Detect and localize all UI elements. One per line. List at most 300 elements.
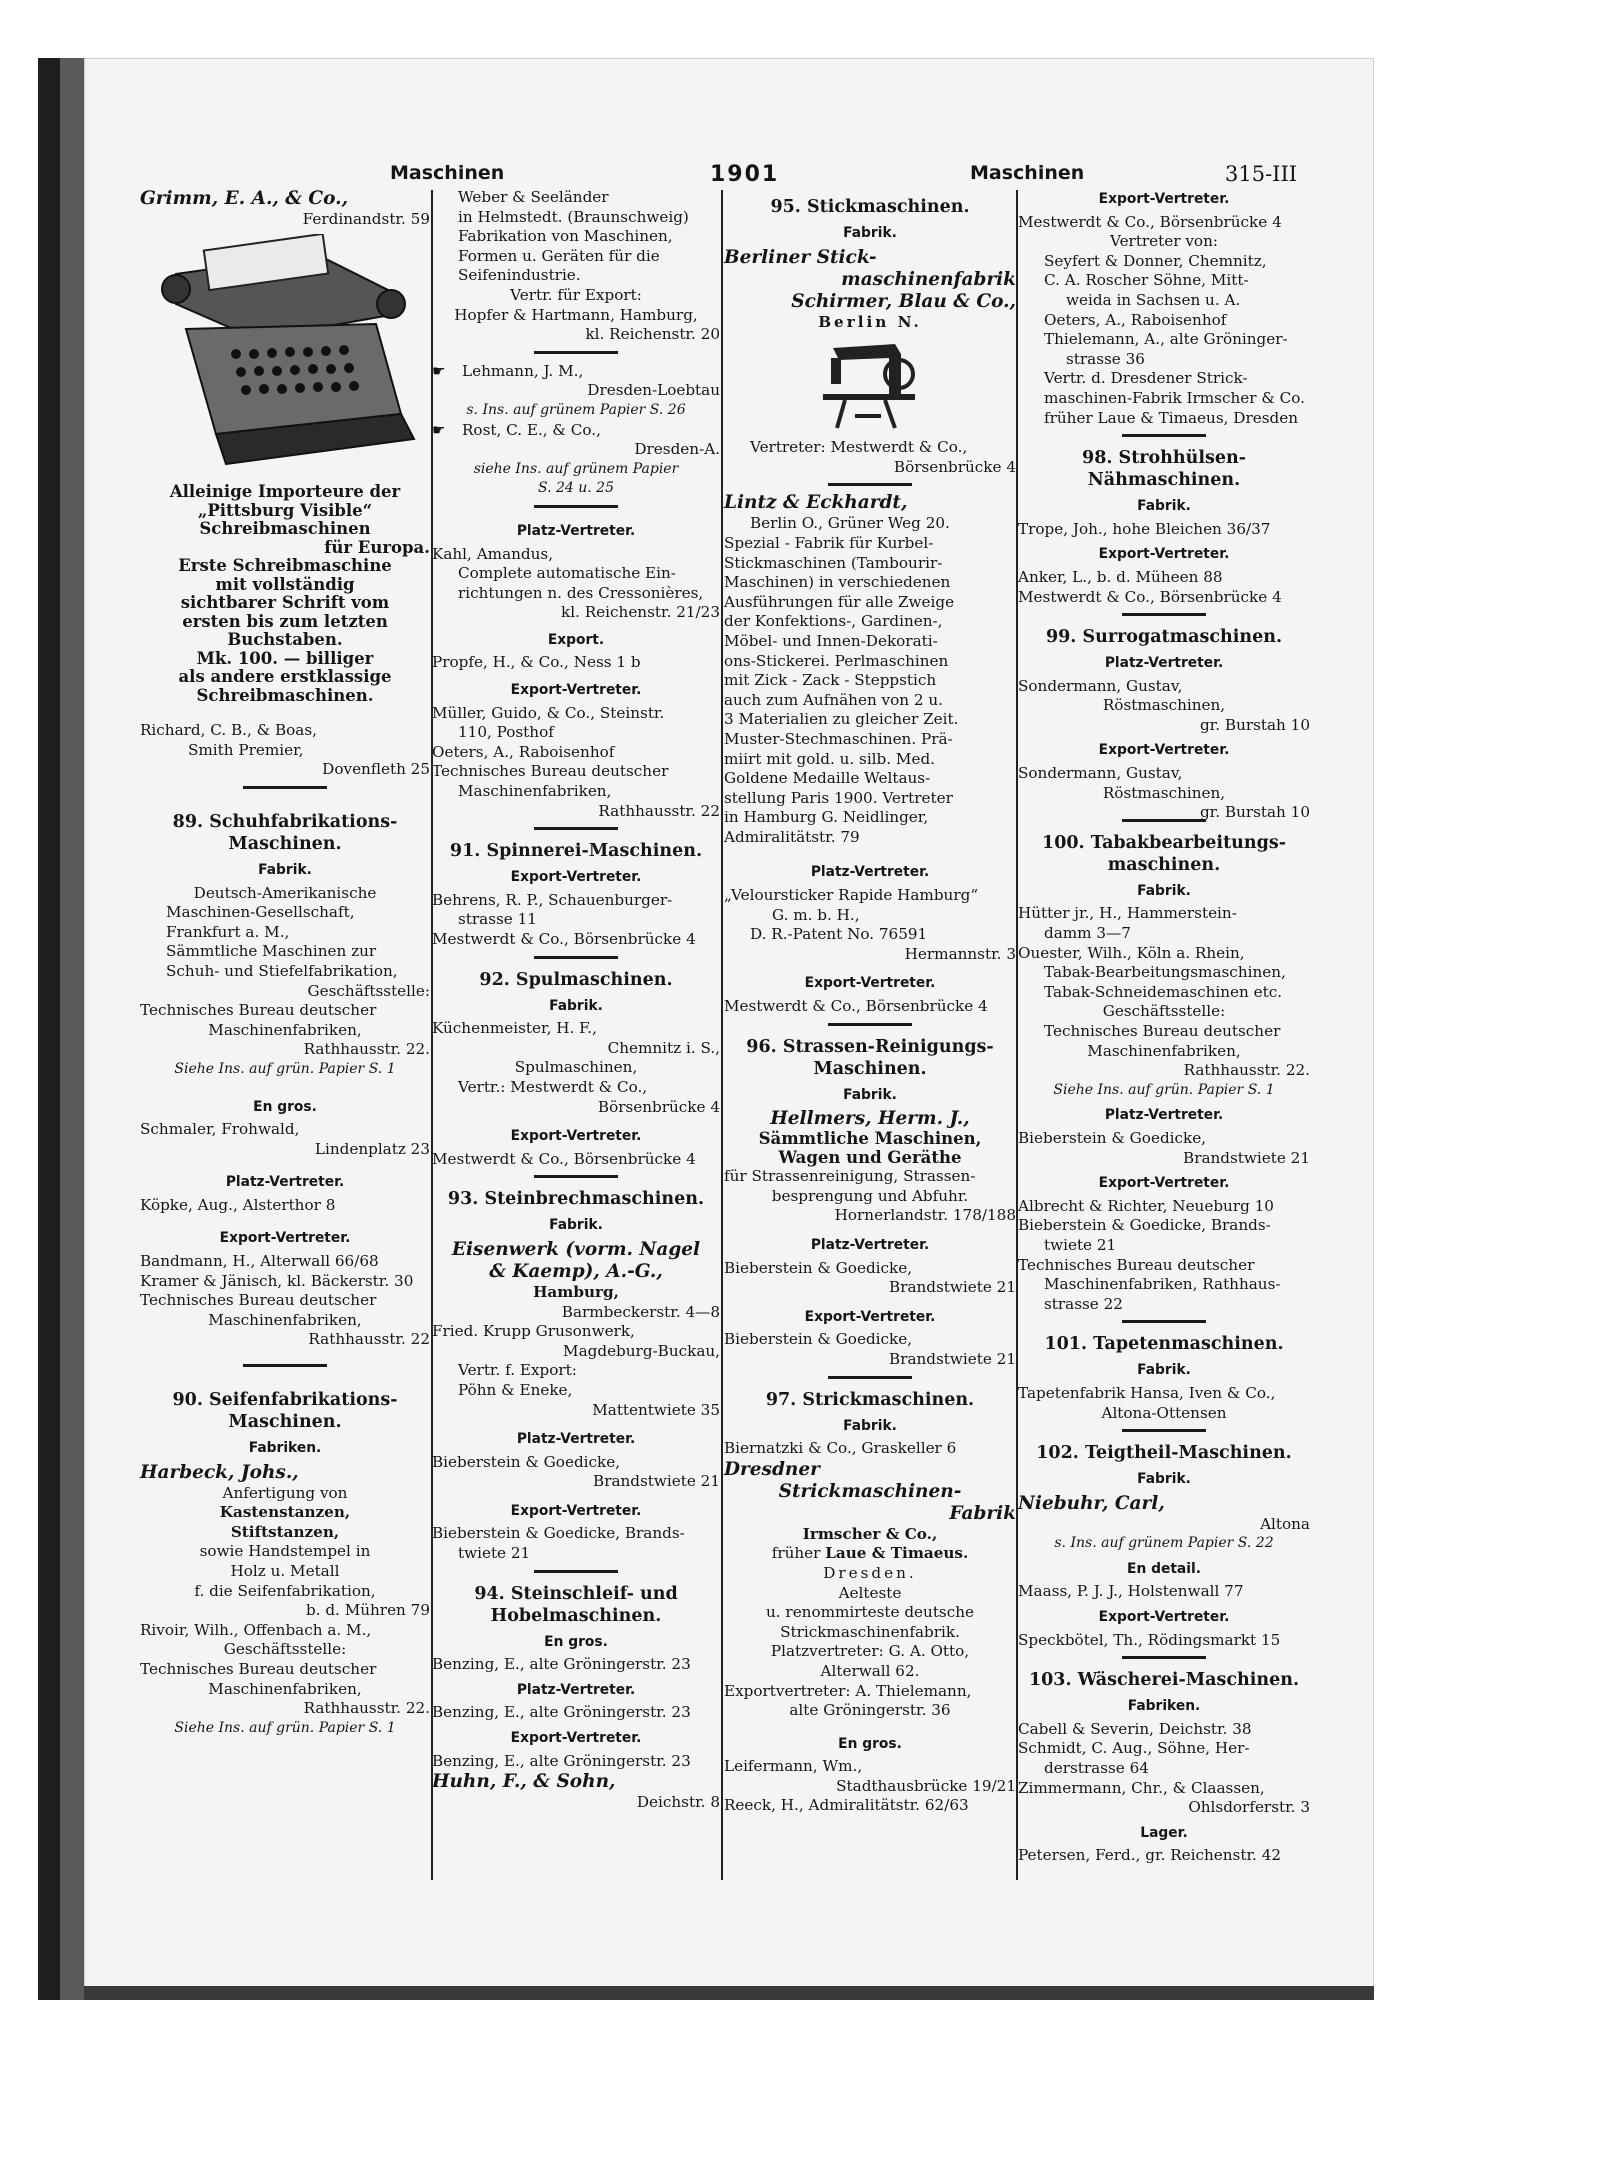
entry-line: Anfertigung von — [222, 1483, 348, 1502]
firm-huhn: Huhn, F., & Sohn, — [432, 1771, 616, 1793]
entry-line: Bieberstein & Goedicke, — [724, 1330, 913, 1349]
entry-line: Maschinenfabriken, — [458, 782, 612, 801]
address: Ferdinandstr. 59 — [302, 210, 430, 228]
entry-line: Alterwall 62. — [820, 1661, 920, 1680]
subheading-platz-vertreter: Platz-Vertreter. — [225, 1174, 345, 1191]
entry-line: derstrasse 64 — [1044, 1759, 1149, 1778]
entry-line: Schmaler, Frohwald, — [140, 1120, 300, 1139]
entry-line: Küchenmeister, H. F., — [432, 1019, 597, 1038]
section-97-heading: 97. Strickmaschinen. — [765, 1389, 975, 1410]
entry-line: Brandstwiete 21 — [593, 1472, 720, 1491]
entry-line: Mestwerdt & Co., Börsenbrücke 4 — [432, 930, 696, 948]
firm-hellmers: Hellmers, Herm. J., — [770, 1108, 970, 1130]
scan-binding-edge — [38, 58, 60, 2000]
page-number: 315-III — [1225, 162, 1298, 186]
entry-line: Geschäftsstelle: — [1102, 1002, 1226, 1021]
subheading-export-vertreter: Export-Vertreter. — [510, 1502, 642, 1519]
entry-line: G. m. b. H., — [772, 905, 860, 924]
subheading-en-detail: En detail. — [1127, 1560, 1201, 1577]
subheading-export-vertreter: Export-Vertreter. — [510, 1730, 642, 1747]
entry-line: Mattentwiete 35 — [592, 1400, 720, 1419]
firm-niebuhr: Niebuhr, Carl, — [1018, 1492, 1165, 1514]
section-98-heading: 98. Strohhülsen-Nähmaschinen. — [1082, 448, 1246, 491]
entry-line: Formen u. Geräten für die — [458, 246, 660, 265]
firm-lintz: Lintz & Eckhardt, — [724, 492, 908, 514]
subheading-fabrik: Fabrik. — [1137, 1471, 1191, 1488]
entry-line: Geschäftsstelle: — [223, 1640, 347, 1659]
entry-line: Weber & Seeländer — [458, 188, 609, 206]
entry-line: Speckbötel, Th., Rödingsmarkt 15 — [1018, 1630, 1281, 1649]
subheading-fabrik: Fabrik. — [843, 225, 897, 241]
entry-line: Maschinen) in verschiedenen — [724, 573, 951, 592]
section-93-heading: 93. Steinbrechmaschinen. — [447, 1189, 705, 1210]
entry-line: Holz u. Metall — [230, 1562, 340, 1580]
subheading-fabriken: Fabriken. — [248, 1440, 322, 1457]
entry-line: Rathhausstr. 22 — [598, 801, 720, 820]
ad-line: Schreibmaschinen. — [196, 685, 374, 705]
entry-line: Tabak-Schneidemaschinen etc. — [1044, 982, 1283, 1001]
entry-line: Dresden-A. — [634, 440, 720, 459]
section-91-heading: 91. Spinnerei-Maschinen. — [449, 841, 703, 862]
entry-line: 110, Posthof — [458, 723, 554, 742]
entry-line: Ohlsdorferstr. 3 — [1188, 1798, 1310, 1817]
entry-line: Ausführungen für alle Zweige — [724, 592, 955, 611]
entry-line: Cabell & Severin, Deichstr. 38 — [1018, 1719, 1252, 1738]
entry-line: Benzing, E., alte Gröningerstr. 23 — [432, 1751, 691, 1770]
entry-line: Dovenfleth 25 — [322, 760, 430, 779]
entry-line: ons-Stickerei. Perlmaschinen — [724, 651, 949, 670]
entry-line: twiete 21 — [458, 1544, 531, 1563]
section-rule — [243, 1364, 327, 1367]
entry-line: Chemnitz i. S., — [607, 1038, 720, 1057]
entry-line: Hopfer & Hartmann, Hamburg, — [454, 305, 698, 324]
section-rule — [1122, 819, 1206, 822]
scan-bottom-edge — [84, 1986, 1374, 2000]
section-rule — [828, 483, 912, 486]
firm-berliner: Schirmer, Blau & Co., — [791, 290, 1016, 312]
ad-line: Sämmtliche Maschinen, — [758, 1129, 982, 1149]
entry-line: für Strassenreinigung, Strassen- — [724, 1167, 976, 1186]
entry-line: Deutsch-Amerikanische — [193, 883, 377, 902]
entry-line: sowie Handstempel in — [199, 1542, 371, 1561]
entry-line: Benzing, E., alte Gröningerstr. 23 — [432, 1703, 691, 1722]
pointing-hand-icon: ☛ — [432, 361, 446, 380]
entry-line: Behrens, R. P., Schauenburger- — [432, 890, 673, 909]
entry-line: Magdeburg-Buckau, — [563, 1341, 720, 1360]
firm-eisenwerk: & Kaemp), A.-G., — [489, 1260, 663, 1282]
entry-line: Zimmermann, Chr., & Claassen, — [1018, 1778, 1265, 1797]
section-103-heading: 103. Wäscherei-Maschinen. — [1028, 1670, 1300, 1691]
subheading-export-vertreter: Export-Vertreter. — [1098, 1175, 1230, 1192]
entry-line: Seifenindustrie. — [458, 266, 581, 285]
entry-line: Technisches Bureau deutscher — [1044, 1022, 1281, 1040]
entry-line: Müller, Guido, & Co., Steinstr. — [432, 703, 665, 722]
entry-line: Röstmaschinen, — [1102, 696, 1226, 715]
entry-line: Lehmann, J. M., — [462, 361, 584, 380]
header-right-title: Maschinen — [970, 162, 1085, 184]
section-101-heading: 101. Tapetenmaschinen. — [1044, 1334, 1284, 1355]
entry-line: Maschinenfabriken, — [208, 1679, 362, 1698]
section-rule — [1122, 1320, 1206, 1323]
subheading-fabrik: Fabrik. — [549, 997, 603, 1014]
entry-line: Technisches Bureau deutscher — [432, 762, 669, 781]
subheading-export-vertreter: Export-Vertreter. — [1098, 546, 1230, 563]
entry-line: Goldene Medaille Weltaus- — [724, 769, 931, 788]
entry-deutsch-amerikanische — [140, 884, 430, 1060]
subheading-en-gros: En gros. — [838, 1735, 902, 1752]
entry-line: Trope, Joh., hohe Bleichen 36/37 — [1018, 519, 1271, 538]
entry-line: alte Gröningerstr. 36 — [789, 1701, 951, 1720]
ad-line: Erste Schreibmaschine — [178, 556, 392, 576]
entry-line: Vertreter: Mestwerdt & Co., — [750, 438, 968, 457]
firm-berliner: Berliner Stick- — [724, 246, 877, 268]
column-2 — [432, 188, 720, 1878]
subheading-en-gros: En gros. — [253, 1098, 317, 1115]
entry-line: Rathhausstr. 22. — [303, 1699, 430, 1718]
section-rule — [534, 827, 618, 830]
section-rule — [534, 1570, 618, 1573]
section-95-heading: 95. Stickmaschinen. — [770, 197, 970, 217]
entry-line: der Konfektions-, Gardinen-, — [724, 612, 943, 631]
header-left-title: Maschinen — [390, 162, 505, 184]
ad-pittsburg-visible — [140, 483, 430, 705]
ad-line: für Europa. — [324, 537, 430, 557]
section-rule — [828, 1376, 912, 1379]
section-rule — [1122, 1429, 1206, 1432]
entry-line: Maschinenfabriken, — [208, 1020, 362, 1039]
section-rule — [828, 1023, 912, 1026]
subheading-fabrik: Fabrik. — [1137, 1362, 1191, 1379]
entry-line: Reeck, H., Admiralitätstr. 62/63 — [724, 1796, 969, 1815]
entry-line: Oeters, A., Raboisenhof — [1044, 310, 1227, 329]
entry-line: u. renommirteste deutsche — [766, 1603, 974, 1622]
entry-line: Rost, C. E., & Co., — [462, 420, 601, 439]
entry-line: Hornerlandstr. 178/188 — [834, 1206, 1016, 1225]
subheading-export-vertreter: Export-Vertreter. — [219, 1230, 351, 1247]
entry-line: Börsenbrücke 4 — [893, 457, 1016, 476]
entry-line: Spezial - Fabrik für Kurbel- — [724, 533, 934, 552]
entry-line: b. d. Mühren 79 — [305, 1601, 430, 1620]
section-rule — [243, 786, 327, 789]
sewing-machine-illustration — [815, 336, 925, 432]
entry-line: Berlin O., Grüner Weg 20. — [750, 514, 950, 533]
entry-line: Strickmaschinenfabrik. — [780, 1622, 960, 1641]
entry-line: Anker, L., b. d. Müheen 88 — [1018, 567, 1223, 586]
entry-line: Börsenbrücke 4 — [597, 1097, 720, 1116]
subheading-platz-vertreter: Platz-Vertreter. — [1104, 1107, 1224, 1124]
ad-line: Alleinige Importeure der — [169, 482, 401, 502]
entry-line: Altona-Ottensen — [1101, 1403, 1227, 1422]
section-96-heading: 96. Strassen-Reinigungs-Maschinen. — [746, 1036, 994, 1079]
entry-line: mit Zick - Zack - Steppstich — [724, 671, 937, 690]
subheading-platz-vertreter: Platz-Vertreter. — [516, 1431, 636, 1448]
ad-line: als andere erstklassige — [178, 667, 392, 687]
subheading-export-vertreter: Export-Vertreter. — [510, 869, 642, 886]
entry-line: Mestwerdt & Co., Börsenbrücke 4 — [724, 997, 988, 1016]
entry-line: C. A. Roscher Söhne, Mitt- — [1044, 271, 1249, 290]
subheading-export-vertreter: Export-Vertreter. — [1098, 1609, 1230, 1626]
entry-line: Muster-Stechmaschinen. Prä- — [724, 729, 953, 748]
subheading-export-vertreter: Export-Vertreter. — [510, 1128, 642, 1145]
entry-line: Technisches Bureau deutscher — [1018, 1255, 1255, 1274]
entry-line: Vertr. für Export: — [510, 285, 642, 304]
entry-line: Kastenstanzen, — [219, 1503, 351, 1522]
entry-line: Vertreter von: — [1110, 232, 1218, 251]
entry-line: strasse 11 — [458, 910, 537, 929]
entry-line: Technisches Bureau deutscher — [140, 1659, 377, 1678]
column-divider — [721, 190, 723, 1880]
entry-line: 3 Materialien zu gleicher Zeit. — [724, 710, 959, 729]
entry-line: Sämmtliche Maschinen zur — [166, 942, 377, 961]
entry-line: Möbel- und Innen-Dekorati- — [724, 631, 938, 650]
entry-line: Technisches Bureau deutscher — [140, 1291, 377, 1310]
entry-line: Sondermann, Gustav, — [1018, 764, 1183, 783]
entry-line: Admiralitätstr. 79 — [724, 827, 860, 846]
entry-line: Mestwerdt & Co., Börsenbrücke 4 — [1018, 587, 1282, 606]
entry-line: Stickmaschinen (Tambourir- — [724, 553, 943, 572]
section-89-heading: 89. Schuhfabrikations-Maschinen. — [172, 811, 398, 854]
section-rule — [1122, 613, 1206, 616]
entry-line: gr. Burstah 10 — [1199, 803, 1310, 822]
entry-line: Berlin N. — [818, 312, 922, 331]
entry-line: Fabrikation von Maschinen, — [458, 227, 673, 246]
entry-line: Kramer & Jänisch, kl. Bäckerstr. 30 — [140, 1271, 414, 1290]
firm-dresdner: Dresdner — [724, 1458, 820, 1480]
entry-line: Bieberstein & Goedicke, — [432, 1452, 621, 1471]
ad-line: Mk. 100. — billiger — [196, 648, 374, 668]
section-100-heading: 100. Tabakbearbeitungs-maschinen. — [1042, 832, 1286, 875]
subheading-fabriken: Fabriken. — [1127, 1698, 1201, 1715]
entry-line: Maschinenfabriken, — [1087, 1041, 1241, 1060]
entry-line: Complete automatische Ein- — [458, 564, 676, 583]
entry-line: Hamburg, — [533, 1282, 619, 1301]
ad-line: Wagen und Geräthe — [778, 1147, 962, 1167]
entry-line: Platzvertreter: G. A. Otto, — [770, 1642, 970, 1661]
entry-line: Benzing, E., alte Gröningerstr. 23 — [432, 1655, 691, 1674]
entry-line: stellung Paris 1900. Vertreter — [724, 788, 953, 807]
entry-line: Barmbeckerstr. 4—8 — [561, 1302, 720, 1321]
entry-line: Mestwerdt & Co., Börsenbrücke 4 — [432, 1149, 696, 1168]
section-94-heading: 94. Steinschleif- und Hobelmaschinen. — [474, 1583, 678, 1626]
insert-reference: Siehe Ins. auf grün. Papier S. 1 — [1053, 1081, 1275, 1098]
insert-reference: Siehe Ins. auf grün. Papier S. 1 — [174, 1060, 396, 1077]
subheading-lager: Lager. — [1140, 1824, 1188, 1841]
entry-line: besprengung und Abfuhr. — [771, 1186, 969, 1205]
entry-line: Smith Premier, — [188, 740, 304, 759]
firm-dresdner: Strickmaschinen- — [778, 1480, 962, 1502]
firm-berliner: maschinenfabrik — [841, 268, 1016, 290]
entry-line: Albrecht & Richter, Neueburg 10 — [1018, 1196, 1274, 1215]
header-year: 1901 — [710, 162, 780, 187]
firm-grimm: Grimm, E. A., & Co., — [140, 188, 349, 209]
entry-line: Dresden-Loebtau — [587, 381, 720, 400]
entry-line: Irmscher & Co., — [802, 1524, 938, 1543]
entry-line: Spulmaschinen, — [514, 1058, 638, 1077]
entry-line: Hütter jr., H., Hammerstein- — [1018, 904, 1237, 923]
subheading-platz-vertreter: Platz-Vertreter. — [810, 1237, 930, 1253]
entry-line: Leifermann, Wm., — [724, 1757, 863, 1776]
entry-line: Technisches Bureau deutscher — [140, 1001, 377, 1020]
entry-line: Röstmaschinen, — [1102, 783, 1226, 802]
entry-line: Maschinenfabriken, — [208, 1310, 362, 1329]
ad-line: mit vollständig — [215, 574, 355, 594]
entry-line: Rathhausstr. 22 — [308, 1330, 430, 1349]
entry-line: Bieberstein & Goedicke, Brands- — [432, 1524, 685, 1543]
entry-line: Seyfert & Donner, Chemnitz, — [1044, 251, 1267, 270]
column-3 — [724, 188, 1016, 1878]
entry-line: richtungen n. des Cressonières, — [458, 583, 704, 602]
section-rule — [534, 505, 618, 508]
entry-line: Hermannstr. 3 — [904, 944, 1016, 963]
entry-line: Maschinen-Gesellschaft, — [166, 903, 355, 922]
entry-line: Bieberstein & Goedicke, — [1018, 1128, 1207, 1147]
ad-line: ersten bis zum letzten — [182, 611, 388, 631]
entry-line: Mestwerdt & Co., Börsenbrücke 4 — [1018, 212, 1282, 231]
section-rule — [534, 1175, 618, 1178]
entry-line: Kahl, Amandus, — [432, 544, 554, 563]
entry-line: strasse 36 — [1066, 349, 1145, 368]
insert-reference: Siehe Ins. auf grün. Papier S. 1 — [174, 1719, 396, 1736]
entry-line: Vertr. d. Dresdener Strick- — [1044, 369, 1248, 388]
scan-binding-shadow — [60, 58, 84, 2000]
entry-line: Sondermann, Gustav, — [1018, 676, 1183, 695]
ad-line: sichtbarer Schrift vom — [180, 593, 390, 613]
section-rule — [534, 351, 618, 354]
entry-line: Deichstr. 8 — [636, 1793, 720, 1812]
subheading-fabrik: Fabrik. — [1137, 498, 1191, 515]
entry-line: Geschäftsstelle: — [307, 981, 430, 1000]
entry-line: Thielemann, A., alte Gröninger- — [1044, 330, 1288, 349]
entry-line: Schuh- und Stiefelfabrikation, — [166, 961, 398, 980]
entry-line: Propfe, H., & Co., Ness 1 b — [432, 653, 641, 672]
entry-line: in Helmstedt. (Braunschweig) — [458, 207, 689, 226]
entry-line: Aelteste — [838, 1583, 902, 1602]
entry-line: Maschinenfabriken, Rathhaus- — [1044, 1275, 1281, 1294]
entry-line: Maass, P. J. J., Holstenwall 77 — [1018, 1582, 1244, 1601]
insert-reference: siehe Ins. auf grünem Papier — [473, 460, 679, 477]
subheading-fabrik: Fabrik. — [1137, 882, 1191, 899]
ad-line: Schreibmaschinen — [199, 519, 371, 539]
entry-line: Köpke, Aug., Alsterthor 8 — [140, 1195, 336, 1214]
subheading-platz-vertreter: Platz-Vertreter. — [516, 522, 636, 539]
section-92-heading: 92. Spulmaschinen. — [479, 969, 673, 990]
subheading-fabrik: Fabrik. — [549, 1217, 603, 1234]
entry-line: Petersen, Ferd., gr. Reichenstr. 42 — [1018, 1846, 1282, 1865]
entry-line: Schmidt, C. Aug., Söhne, Her- — [1018, 1739, 1250, 1758]
section-rule — [1122, 1656, 1206, 1659]
entry-line: Bieberstein & Goedicke, Brands- — [1018, 1216, 1271, 1235]
entry-line: auch zum Aufnähen von 2 u. — [724, 690, 943, 709]
entry-line: Richard, C. B., & Boas, — [140, 721, 317, 740]
entry-line: Lindenplatz 23 — [314, 1139, 430, 1158]
entry-line: Brandstwiete 21 — [889, 1278, 1016, 1297]
insert-reference: s. Ins. auf grünem Papier S. 26 — [466, 401, 686, 418]
entry-line: Bandmann, H., Alterwall 66/68 — [140, 1252, 379, 1271]
entry-line: Vertr. f. Export: — [458, 1361, 577, 1380]
subheading-platz-vertreter: Platz-Vertreter. — [810, 864, 930, 881]
insert-reference: s. Ins. auf grünem Papier S. 22 — [1054, 1535, 1274, 1552]
entry-line: Pöhn & Eneke, — [458, 1380, 573, 1399]
subheading-fabrik: Fabrik. — [843, 1417, 897, 1434]
subheading-export-vertreter: Export-Vertreter. — [1098, 742, 1230, 759]
subheading-export-vertreter: Export-Vertreter. — [510, 682, 642, 699]
section-90-heading: 90. Seifenfabrikations-Maschinen. — [172, 1390, 398, 1433]
entry-line: früher — [771, 1544, 821, 1563]
column-4 — [1018, 188, 1310, 1878]
subheading-export-vertreter: Export-Vertreter. — [804, 975, 936, 992]
section-102-heading: 102. Teigtheil-Maschinen. — [1036, 1443, 1292, 1464]
entry-line: Exportvertreter: A. Thielemann, — [724, 1681, 972, 1700]
ad-line: „Pittsburg Visible“ — [197, 500, 373, 520]
entry-line: twiete 21 — [1044, 1235, 1117, 1254]
entry-line: Frankfurt a. M., — [166, 922, 290, 941]
subheading-export-vertreter: Export-Vertreter. — [804, 1308, 936, 1325]
entry-line: kl. Reichenstr. 21/23 — [561, 603, 720, 622]
entry-line: Brandstwiete 21 — [1183, 1148, 1310, 1167]
entry-line: Bieberstein & Goedicke, — [724, 1258, 913, 1277]
entry-line: Dresden. — [823, 1563, 917, 1582]
section-rule — [534, 956, 618, 959]
entry-line: in Hamburg G. Neidlinger, — [724, 808, 929, 827]
entry-line: gr. Burstah 10 — [1199, 715, 1310, 734]
entry-line: Rathhausstr. 22. — [1183, 1061, 1310, 1080]
entry-line: strasse 22 — [1044, 1294, 1123, 1313]
entry-line: D. R.-Patent No. 76591 — [750, 925, 928, 944]
entry-line: „Veloursticker Rapide Hamburg“ — [724, 886, 979, 905]
entry-line: Biernatzki & Co., Graskeller 6 — [724, 1439, 957, 1458]
section-rule — [1122, 434, 1206, 437]
entry-line: kl. Reichenstr. 20 — [585, 325, 720, 344]
firm-eisenwerk: Eisenwerk (vorm. Nagel — [451, 1238, 701, 1260]
subheading-fabrik: Fabrik. — [843, 1086, 897, 1103]
ad-line: Buchstaben. — [227, 630, 343, 650]
column-1 — [140, 188, 430, 1878]
entry-line: miirt mit gold. u. silb. Med. — [724, 749, 936, 768]
section-99-heading: 99. Surrogatmaschinen. — [1045, 627, 1283, 648]
entry-line: Altona — [1260, 1514, 1310, 1533]
entry-line: Fried. Krupp Grusonwerk, — [432, 1322, 635, 1341]
entry-line: Brandstwiete 21 — [889, 1349, 1016, 1368]
entry-line: maschinen-Fabrik Irmscher & Co. — [1044, 388, 1305, 407]
entry-line: Vertr.: Mestwerdt & Co., — [458, 1077, 648, 1096]
entry-line: Stiftstanzen, — [230, 1522, 340, 1541]
entry-richard — [140, 721, 430, 780]
entry-line: Rivoir, Wilh., Offenbach a. M., — [140, 1620, 372, 1639]
subheading-platz-vertreter: Platz-Vertreter. — [516, 1681, 636, 1698]
entry-line: früher Laue & Timaeus, Dresden — [1044, 408, 1298, 427]
pointing-hand-icon: ☛ — [432, 420, 446, 439]
entry-line: Stadthausbrücke 19/21 — [836, 1776, 1016, 1795]
entry-line: Tabak-Bearbeitungsmaschinen, — [1044, 963, 1286, 982]
entry-line: damm 3—7 — [1044, 924, 1131, 943]
subheading-export: Export. — [547, 631, 605, 648]
firm-harbeck: Harbeck, Johs., — [140, 1461, 299, 1483]
typewriter-illustration — [146, 234, 422, 470]
entry-line: Tapetenfabrik Hansa, Iven & Co., — [1018, 1383, 1276, 1402]
entry-line: Oeters, A., Raboisenhof — [432, 742, 615, 761]
subheading-platz-vertreter: Platz-Vertreter. — [1104, 655, 1224, 672]
entry-line: Ouester, Wilh., Köln a. Rhein, — [1018, 943, 1245, 962]
subheading-fabrik: Fabrik. — [258, 861, 312, 878]
entry-line: weida in Sachsen u. A. — [1066, 290, 1241, 309]
firm-dresdner: Fabrik — [949, 1502, 1016, 1524]
entry-line: Rathhausstr. 22. — [303, 1040, 430, 1059]
entry-line: Laue & Timaeus. — [825, 1544, 969, 1563]
subheading-en-gros: En gros. — [544, 1633, 608, 1650]
subheading-export-vertreter: Export-Vertreter. — [1098, 191, 1230, 207]
insert-reference: S. 24 u. 25 — [538, 480, 614, 497]
entry-line: f. die Seifenfabrikation, — [194, 1581, 376, 1600]
